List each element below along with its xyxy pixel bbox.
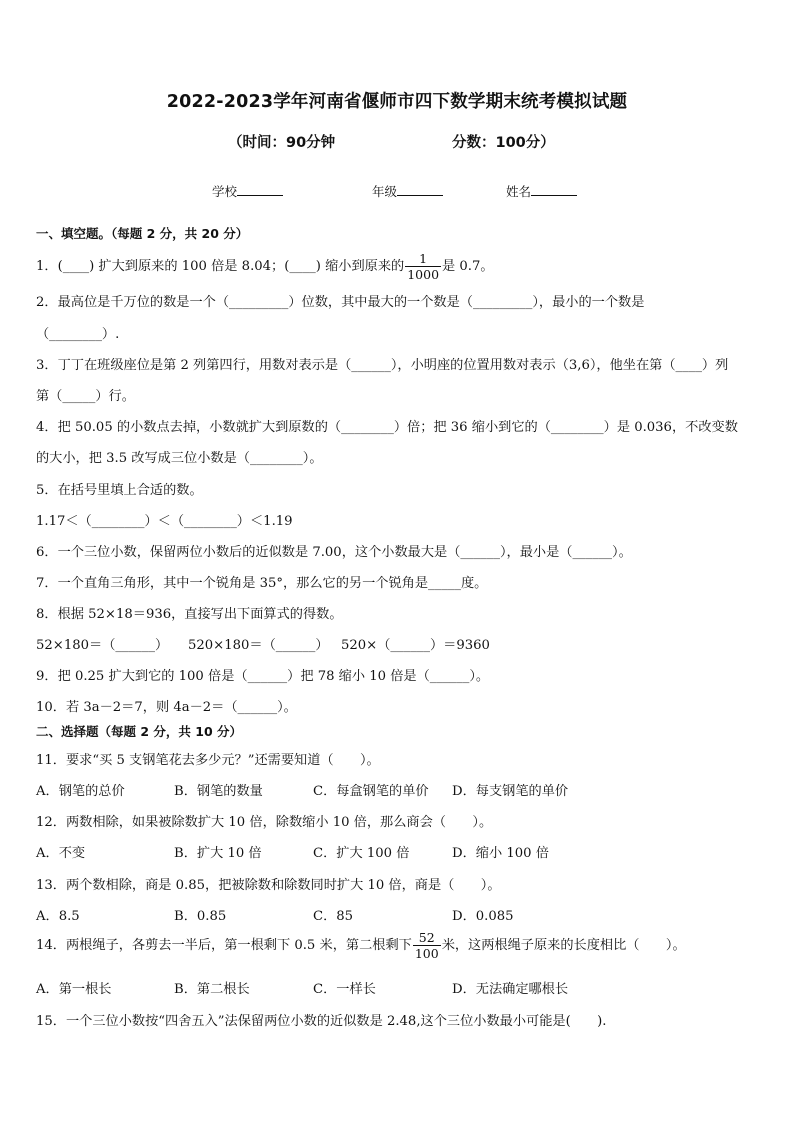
question-7: 7．一个直角三角形，其中一个锐角是 35°，那么它的另一个锐角是_____度。 (36, 576, 488, 591)
q12-option-b[interactable]: B．扩大 10 倍 (174, 846, 262, 861)
q12-option-d[interactable]: D．缩小 100 倍 (452, 846, 549, 861)
question-4-line-1: 4．把 50.05 的小数点去掉，小数就扩大到原数的（________）倍；把 36 缩小到它的（________）是 0.036，不改变数 (36, 420, 738, 435)
q13-option-c[interactable]: C．85 (313, 909, 354, 924)
question-3-line-2: 第（_____）行。 (36, 389, 135, 404)
q13-option-a[interactable]: A．8.5 (36, 909, 80, 924)
q14-option-b[interactable]: B．第二根长 (174, 982, 250, 997)
q14-option-d[interactable]: D．无法确定哪根长 (452, 982, 569, 997)
exam-title: 2022-2023学年河南省偃师市四下数学期末统考模拟试题 (166, 92, 628, 112)
q14-frac-den: 100 (414, 946, 439, 961)
q1-fraction (405, 251, 441, 282)
name-field (506, 182, 577, 200)
grade-label: 年级 (372, 184, 398, 199)
q14-option-a[interactable]: A．第一根长 (36, 982, 112, 997)
question-12-stem: 12．两数相除，如果被除数扩大 10 倍，除数缩小 10 倍，那么商会（ ）。 (36, 815, 493, 830)
q1-text-b: 是 0.7。 (442, 259, 494, 274)
q8-equation-3: 520×（______）＝9360 (341, 638, 490, 653)
school-label: 学校 (212, 184, 238, 199)
name-blank[interactable] (531, 183, 577, 196)
grade-field (372, 182, 443, 200)
question-9: 9．把 0.25 扩大到它的 100 倍是（______）把 78 缩小 10 倍是（______）。 (36, 669, 490, 684)
q8-equation-2: 520×180＝（______） (188, 638, 329, 653)
q12-option-c[interactable]: C．扩大 100 倍 (313, 846, 410, 861)
q11-option-d[interactable]: D．每支钢笔的单价 (452, 784, 569, 799)
school-field (212, 182, 283, 200)
name-label: 姓名 (506, 184, 532, 199)
grade-blank[interactable] (397, 183, 443, 196)
question-4-line-2: 的大小，把 3.5 改写成三位小数是（________）。 (36, 451, 323, 466)
question-5-line-2: 1.17＜（________）＜（________）＜1.19 (36, 514, 293, 529)
section-2-heading: 二、选择题（每题 2 分，共 10 分） (36, 724, 243, 739)
question-8-line-1: 8．根据 52×18＝936，直接写出下面算式的得数。 (36, 607, 343, 622)
q11-option-b[interactable]: B．钢笔的数量 (174, 784, 263, 799)
exam-time: （时间：90分钟 (228, 135, 336, 151)
q13-option-d[interactable]: D．0.085 (452, 909, 514, 924)
q14-text-b: 米，这两根绳子原来的长度相比（ ）。 (441, 938, 686, 953)
q1-frac-num: 1 (419, 251, 428, 266)
question-3-line-1: 3．丁丁在班级座位是第 2 列第四行，用数对表示是（______），小明座的位置用数对表示（3,6），他坐在第（____）列 (36, 358, 729, 373)
q12-option-a[interactable]: A．不变 (36, 846, 86, 861)
question-13-stem: 13．两个数相除，商是 0.85，把被除数和除数同时扩大 10 倍，商是（ ）。 (36, 878, 501, 893)
q14-fraction (413, 930, 441, 961)
q14-text-a: 14．两根绳子，各剪去一半后，第一根剩下 0.5 米，第二根剩下 (36, 938, 412, 953)
q11-option-c[interactable]: C．每盒钢笔的单价 (313, 784, 429, 799)
question-15-stem: 15．一个三位小数按“四舍五入”法保留两位小数的近似数是 2.48,这个三位小数最小可能是( ). (36, 1014, 607, 1029)
question-14-stem (36, 930, 686, 961)
q13-option-b[interactable]: B．0.85 (174, 909, 227, 924)
question-6: 6．一个三位小数，保留两位小数后的近似数是 7.00，这个小数最大是（______），最小是（______）。 (36, 545, 632, 560)
exam-score: 分数：100分） (452, 135, 555, 151)
q1-frac-den: 1000 (407, 267, 440, 282)
question-11-stem: 11．要求“买 5 支钢笔花去多少元？”还需要知道（ ）。 (36, 753, 380, 768)
question-2-line-2: （________）. (36, 327, 120, 342)
section-1-heading: 一、填空题。（每题 2 分，共 20 分） (36, 226, 249, 241)
question-10: 10．若 3a－2＝7，则 4a－2＝（______）。 (36, 700, 297, 715)
q8-equation-1: 52×180＝（______） (36, 638, 169, 653)
question-1 (36, 251, 494, 282)
q1-text-a: 1．(____) 扩大到原来的 100 倍是 8.04；(____) 缩小到原来的 (36, 259, 405, 274)
q14-option-c[interactable]: C．一样长 (313, 982, 376, 997)
q14-frac-num: 52 (418, 930, 435, 945)
question-2-line-1: 2．最高位是千万位的数是一个（_________）位数，其中最大的一个数是（_________），最小的一个数是 (36, 295, 645, 310)
school-blank[interactable] (237, 183, 283, 196)
q11-option-a[interactable]: A．钢笔的总价 (36, 784, 125, 799)
question-5-line-1: 5．在括号里填上合适的数。 (36, 483, 203, 498)
